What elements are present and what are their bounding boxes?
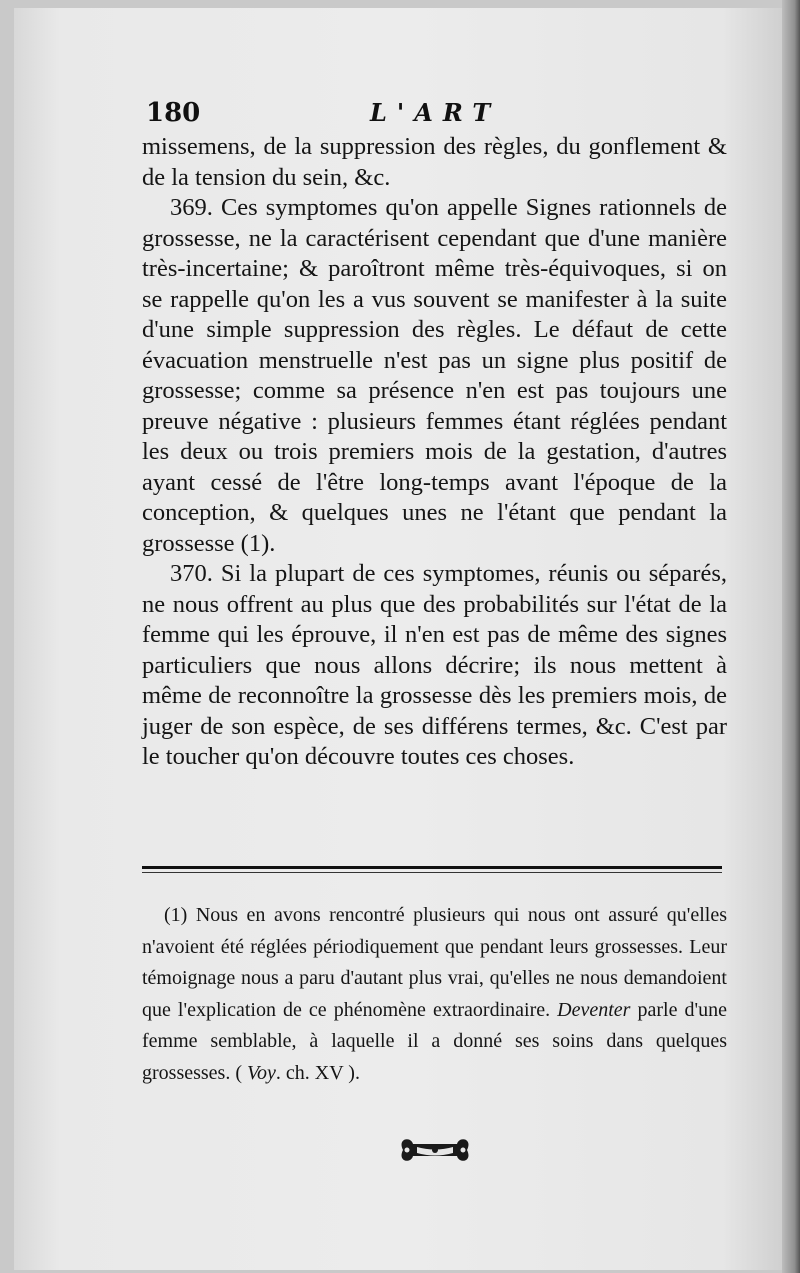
main-text xyxy=(142,132,727,773)
footnote xyxy=(142,900,727,1089)
footnote-text-end: . ch. XV ). xyxy=(275,1061,360,1084)
page-number: 180 xyxy=(146,98,201,128)
running-head: L'ART xyxy=(370,98,501,127)
footnote-text-start: (1) Nous en avons rencontré plusieurs qui nous ont assuré qu'elles n'avoient été réglées périodiquement que pendant leurs grossesses. Leur témoignage nous a paru d'autant plus vrai, qu'elles ne nous demandoient que l'explication de ce phénomène extraordinaire. xyxy=(142,904,727,1021)
footnote-author: Deventer xyxy=(557,998,631,1021)
paragraph-370: 370. Si la plupart de ces symptomes, réunis ou séparés, ne nous offrent au plus que des probabilités sur l'état de la femme qui les éprouve, il n'en est pas de même des signes particuliers que nous allons décrire; ils nous mettent à même de reconnoître la grossesse dès les premiers mois, de juger de son espèce, de ses différens termes, &c. C'est par le toucher qu'on découvre toutes ces choses. xyxy=(142,560,727,770)
paragraph-continuation: missemens, de la suppression des règles, du gonflement & de la tension du sein, &c. xyxy=(142,133,727,191)
page-edge-shadow xyxy=(782,0,800,1273)
footnote-text-middle: parle d'une femme semblable, à laquelle il a donné ses soins dans quelques grossesses. ( xyxy=(142,998,727,1084)
footnote-reference-abbrev: Voy xyxy=(247,1061,276,1084)
footnote-paragraph xyxy=(142,900,727,1089)
paragraph-369: 369. Ces symptomes qu'on appelle Signes rationnels de grossesse, ne la caractérisent cependant que d'une manière très-incertaine; & paroîtront même très-équivoques, si on se rappelle qu'on les a vus souvent se manifester à la suite d'une simple suppression des règles. Le défaut de cette évacuation menstruelle n'est pas un signe plus positif de grossesse; comme sa présence n'en est pas toujours une preuve négative : plusieurs femmes étant réglées pendant les deux ou trois premiers mois de la gestation, d'autres ayant cessé de l'être long-temps avant l'époque de la conception, & quelques unes ne l'étant que pendant la grossesse (1). xyxy=(142,194,727,557)
tailpiece-ornament-icon xyxy=(395,1132,475,1168)
footnote-separator-rule xyxy=(142,866,722,873)
